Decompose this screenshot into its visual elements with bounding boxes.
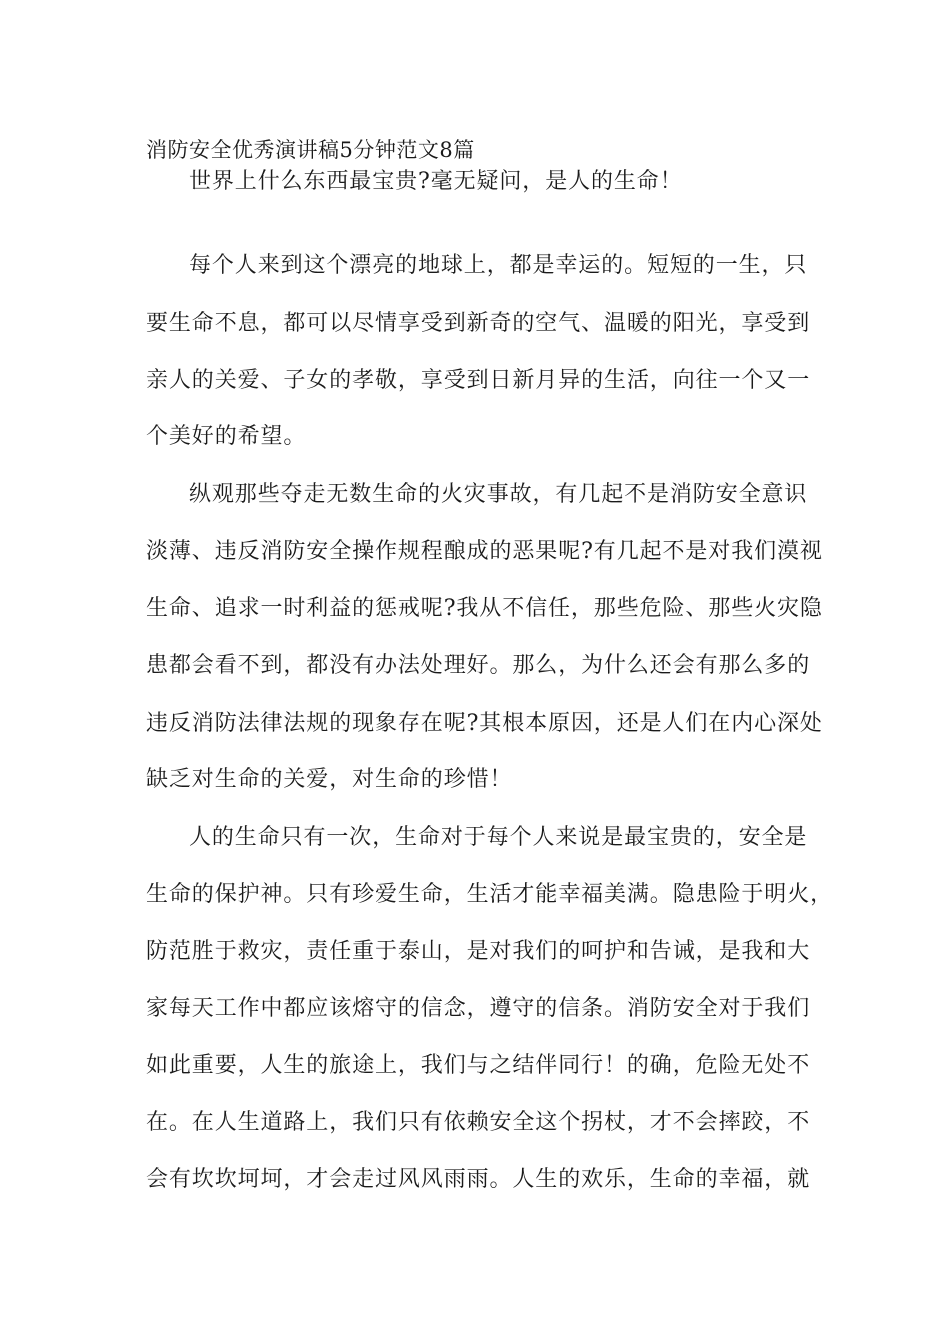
paragraph-line: 生命的保护神。只有珍爱生命，生活才能幸福美满。隐患险于明火，: [146, 882, 834, 907]
paragraph-line: 生命、追求一时利益的惩戒呢?我从不信任，那些危险、那些火灾隐: [146, 596, 823, 621]
paragraph-line: 要生命不息，都可以尽情享受到新奇的空气、温暖的阳光，享受到: [146, 311, 811, 336]
paragraph-line: 如此重要，人生的旅途上，我们与之结伴同行！的确，危险无处不: [146, 1053, 811, 1078]
document-title: 消防安全优秀演讲稿5分钟范文8篇: [146, 138, 475, 162]
paragraph-line: 人的生命只有一次，生命对于每个人来说是最宝贵的，安全是: [189, 825, 808, 850]
paragraph-line: 个美好的希望。: [146, 424, 307, 449]
paragraph-line: 患都会看不到，都没有办法处理好。那么，为什么还会有那么多的: [146, 653, 811, 678]
paragraph-line: 纵观那些夺走无数生命的火灾事故，有几起不是消防安全意识: [189, 482, 808, 507]
paragraph-line: 缺乏对生命的关爱，对生命的珍惜！: [146, 767, 513, 792]
paragraph-line: 会有坎坎坷坷，才会走过风风雨雨。人生的欢乐，生命的幸福，就: [146, 1167, 811, 1192]
paragraph-line: 家每天工作中都应该熔守的信念，遵守的信条。消防安全对于我们: [146, 996, 811, 1021]
paragraph-line: 防范胜于救灾，责任重于泰山，是对我们的呵护和告诫，是我和大: [146, 939, 811, 964]
paragraph-line: 在。在人生道路上，我们只有依赖安全这个拐杖，才不会摔跤，不: [146, 1110, 811, 1135]
paragraph-line: 违反消防法律法规的现象存在呢?其根本原因，还是人们在内心深处: [146, 711, 823, 736]
paragraph-line: 每个人来到这个漂亮的地球上，都是幸运的。短短的一生，只: [189, 253, 808, 278]
paragraph-line: 亲人的关爱、子女的孝敬，享受到日新月异的生活，向往一个又一: [146, 368, 811, 393]
paragraph-line: 淡薄、违反消防安全操作规程酿成的恶果呢?有几起不是对我们漠视: [146, 539, 823, 564]
paragraph-line: 世界上什么东西最宝贵?毫无疑问，是人的生命！: [189, 169, 683, 194]
